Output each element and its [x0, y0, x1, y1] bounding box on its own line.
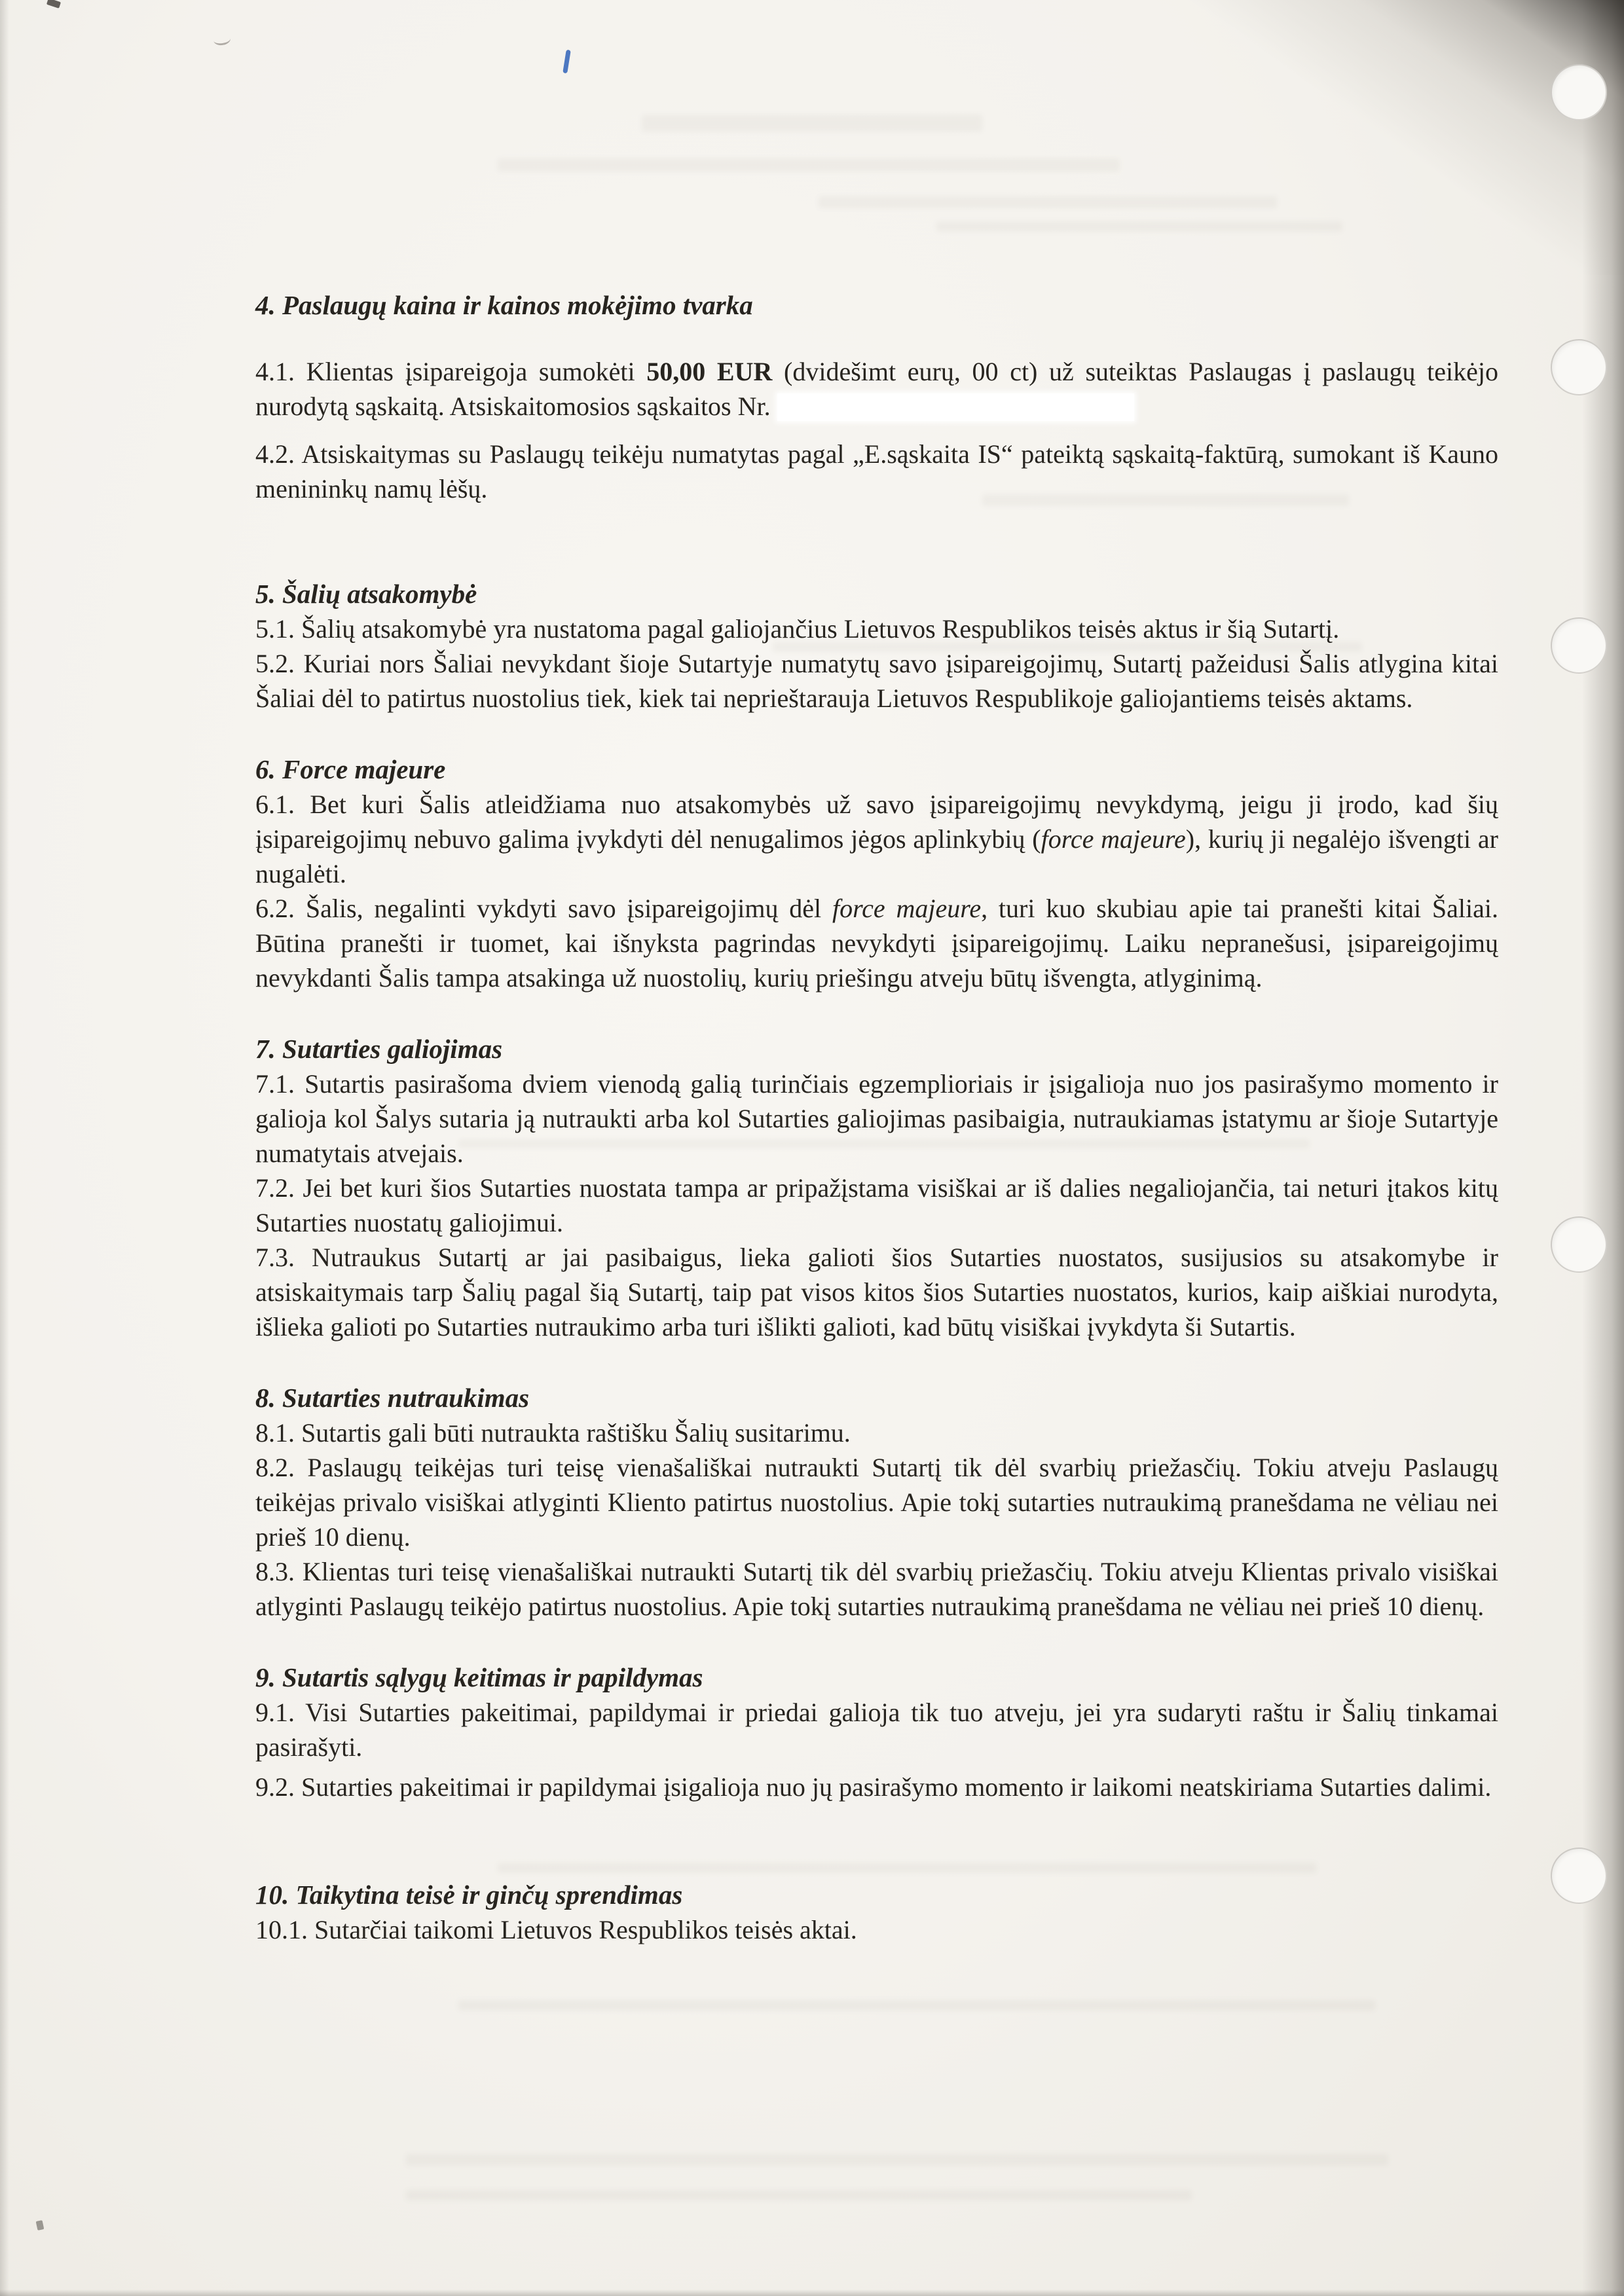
bleed-through-artifact — [406, 2154, 1388, 2166]
section-heading: 7. Sutarties galiojimas — [255, 1034, 503, 1064]
clause-8-3: 8.3. Klientas turi teisę vienašališkai nutraukti Sutartį tik dėl svarbių priežasčių. Tokiu atveju Klientas privalo visiškai atlyginti Paslaugų teikėjo patirtus nuostolius. Apie tokį sutarties nutraukimą pranešdama ne vėliau nei prieš 10 dienų. — [255, 1557, 1498, 1621]
clause-8-1: 8.1. Sutartis gali būti nutraukta raštišku Šalių susitarimu. — [255, 1418, 851, 1448]
clause-text: 6.2. Šalis, negalinti vykdyti savo įsipareigojimų dėl — [255, 894, 832, 923]
contract-body — [255, 288, 1498, 1947]
clause-7-3: 7.3. Nutraukus Sutartį ar jai pasibaigus, lieka galioti šios Sutarties nuostatos, susijusios su atsakomybe ir atsiskaitymais tarp Šalių pagal šią Sutartį, taip pat visos kitos šios Sutarties nuostatos, kurios, kaip aiškiai nurodyta, išlieka galioti po Sutarties nutraukimo arba turi išlikti galioti, kad būtų visiškai įvykdyta ši Sutartis. — [255, 1243, 1498, 1341]
punch-hole — [1551, 339, 1607, 395]
clause-5-2: 5.2. Kuriai nors Šaliai nevykdant šioje Sutartyje numatytų savo įsipareigojimų, Sutartį pažeidusi Šalis atlygina kitai Šaliai dėl to patirtus nuostolius tiek, kiek tai neprieštarauja Lietuvos Respublikoje galiojantiems teisės aktams. — [255, 649, 1498, 713]
page-corner-shadow — [1179, 0, 1624, 275]
section-heading: 5. Šalių atsakomybė — [255, 579, 477, 609]
clause-6-2 — [255, 891, 1498, 995]
section-heading: 6. Force majeure — [255, 754, 446, 784]
clause-8-2: 8.2. Paslaugų teikėjas turi teisę vienašališkai nutraukti Sutartį tik dėl svarbių priežasčių. Tokiu atveju Paslaugų teikėjas privalo visiškai atlyginti Kliento patirtus nuostolius. Apie tokį sutarties nutraukimą pranešdama ne vėliau nei prieš 10 dienų. — [255, 1453, 1498, 1552]
section-6-force-majeure — [255, 752, 1498, 995]
scan-edge-bottom — [0, 2289, 1624, 2296]
clause-text: ), kurių ji negalėjo išvengti ar nugalėti. — [255, 824, 1499, 888]
blue-pen-mark — [563, 50, 571, 74]
section-10-governing-law — [255, 1878, 1498, 1947]
scan-squiggle — [213, 33, 231, 46]
clause-7-2: 7.2. Jei bet kuri šios Sutarties nuostata tampa ar pripažįstama visiškai ar iš dalies negaliojančia, tai neturi įtakos kitų Sutarties nuostatų galiojimui. — [255, 1173, 1498, 1237]
section-heading: 4. Paslaugų kaina ir kainos mokėjimo tvarka — [255, 290, 753, 320]
clause-6-1 — [255, 787, 1498, 891]
bleed-through-artifact — [498, 158, 1120, 172]
clause-10-1: 10.1. Sutarčiai taikomi Lietuvos Respublikos teisės aktai. — [255, 1915, 857, 1944]
bleed-through-artifact — [406, 2190, 1192, 2200]
section-5-liability — [255, 577, 1498, 716]
clause-text: (dvidešimt eurų, 00 ct) už suteiktas Paslaugas į paslaugų teikėjo nurodytą sąskaitą. Atsiskaitomosios sąskaitos Nr. — [255, 357, 1499, 421]
force-majeure-term: force majeure — [832, 894, 982, 923]
section-9-amendments — [255, 1660, 1498, 1804]
section-heading: 8. Sutarties nutraukimas — [255, 1383, 530, 1413]
section-7-validity — [255, 1032, 1498, 1344]
scan-edge-left — [0, 0, 9, 2296]
clause-9-2: 9.2. Sutarties pakeitimai ir papildymai įsigalioja nuo jų pasirašymo momento ir laikomi neatskiriama Sutarties dalimi. — [255, 1772, 1492, 1802]
clause-text: 4.1. Klientas įsipareigoja sumokėti — [255, 357, 647, 386]
punch-hole — [1551, 1848, 1607, 1904]
section-4-price — [255, 288, 1498, 506]
redacted-account-number — [777, 393, 1134, 421]
punch-hole — [1551, 1216, 1607, 1273]
clause-5-1: 5.1. Šalių atsakomybė yra nustatoma pagal galiojančius Lietuvos Respublikos teisės aktus ir šią Sutartį. — [255, 614, 1340, 644]
clause-9-1: 9.1. Visi Sutarties pakeitimai, papildymai ir priedai galioja tik tuo atveju, jei yra sudaryti raštu ir Šalių tinkamai pasirašyti. — [255, 1698, 1498, 1762]
section-8-termination — [255, 1381, 1498, 1624]
clause-text: , turi kuo skubiau apie tai pranešti kitai Šaliai. Būtina pranešti ir tuomet, kai išnyksta pagrindas nevykdyti įsipareigojimų. Laiku nepranešusi, įsipareigojimų nevykdanti Šalis tampa atsakinga už nuostolių, kurių priešingu atveju būtų išvengta, atlyginimą. — [255, 894, 1498, 993]
force-majeure-term: force majeure — [1041, 824, 1186, 854]
punch-hole — [1551, 617, 1607, 674]
scan-speck — [36, 2220, 45, 2231]
amount-value: 50,00 EUR — [646, 357, 773, 386]
clause-7-1: 7.1. Sutartis pasirašoma dviem vienodą galią turinčiais egzemplioriais ir įsigalioja nuo jos pasirašymo momento ir galioja kol Šalys sutaria ją nutraukti arba kol Sutarties galiojimas pasibaigia, nutraukiamas įstatymu ar šioje Sutartyje numatytais atvejais. — [255, 1069, 1498, 1168]
clause-4-1 — [255, 354, 1498, 424]
scan-speck — [46, 0, 61, 9]
section-heading: 9. Sutartis sąlygų keitimas ir papildymas — [255, 1662, 703, 1692]
clause-text: 6.1. Bet kuri Šalis atleidžiama nuo atsakomybės už savo įsipareigojimų nevykdymą, jeigu ji įrodo, kad šių įsipareigojimų nebuvo galima įvykdyti dėl nenugalimos jėgos aplinkybių ( — [255, 790, 1498, 854]
section-heading: 10. Taikytina teisė ir ginčų sprendimas — [255, 1880, 683, 1910]
clause-4-2: 4.2. Atsiskaitymas su Paslaugų teikėju numatytas pagal „E.sąskaita IS“ pateiktą sąskaitą-faktūrą, sumokant iš Kauno menininkų namų lėšų. — [255, 439, 1498, 503]
bleed-through-artifact — [458, 2000, 1375, 2011]
punch-hole — [1551, 64, 1607, 120]
bleed-through-artifact — [642, 115, 982, 132]
